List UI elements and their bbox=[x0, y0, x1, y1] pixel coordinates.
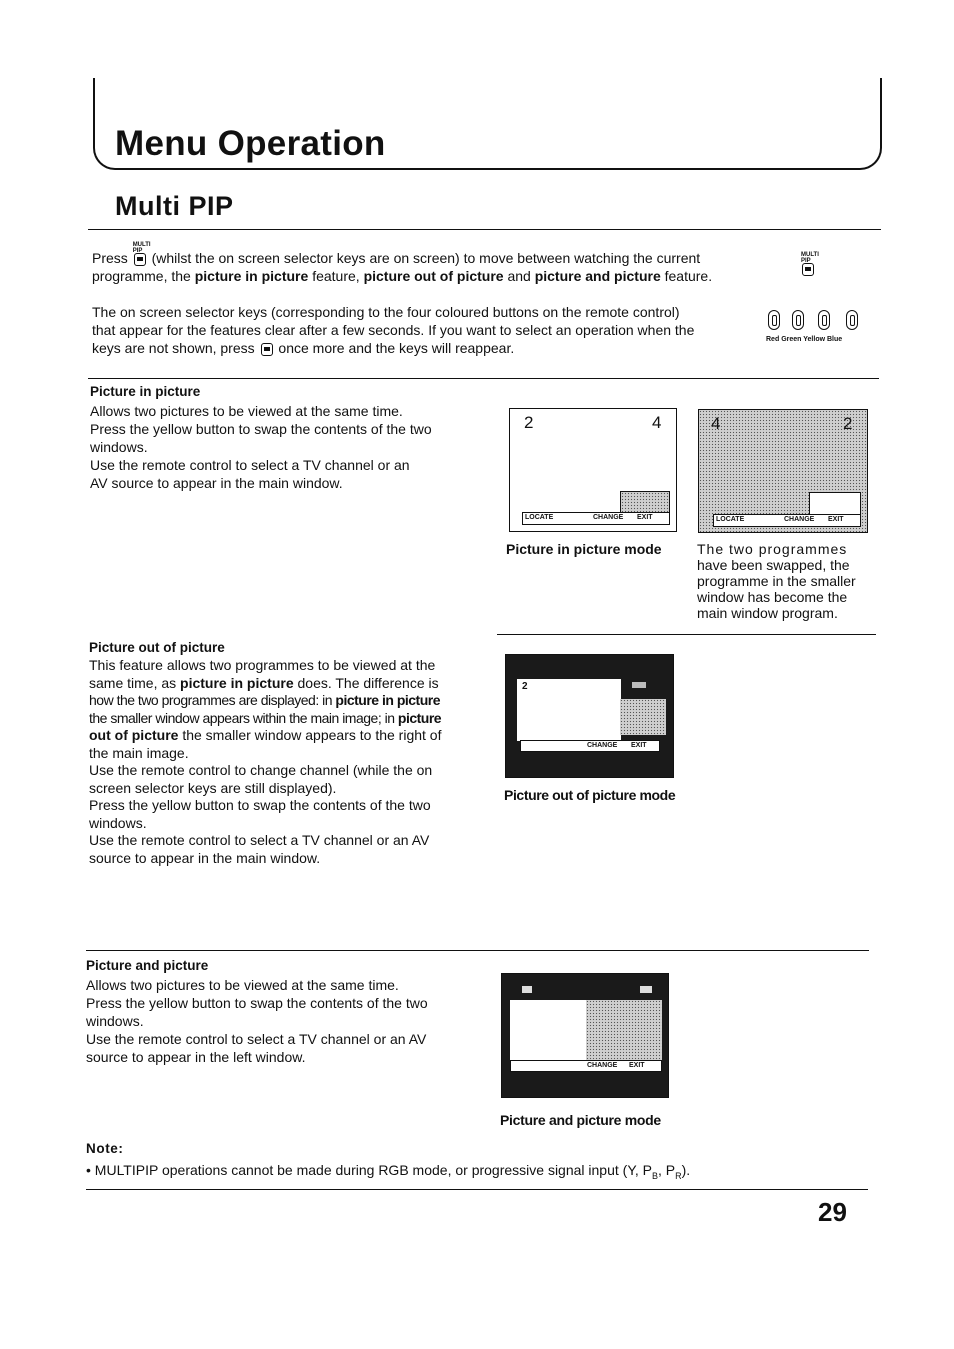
pap-heading: Picture and picture bbox=[86, 958, 209, 973]
divider bbox=[88, 378, 879, 379]
sub-channel-icon bbox=[632, 682, 646, 688]
page-title: Menu Operation bbox=[115, 124, 386, 163]
selector-bar: LOCATE CHANGE EXIT bbox=[713, 514, 861, 527]
divider bbox=[86, 1189, 868, 1190]
pop-text: This feature allows two programmes to be viewed at the same time, as picture in picture does. The difference is how the two programmes are displayed: in picture in picture the smaller window appears within the main image; in picture out of picture the smaller window appears to the right of the main image. Use the remote control to change channel (while the on screen selector keys are still displayed). Press the yellow button to swap the contents of the two windows. Use the remote control to select a TV channel or an AV source to appear in the main window. bbox=[89, 657, 442, 866]
section-title: Multi PIP bbox=[115, 191, 234, 221]
remote-color-buttons bbox=[766, 310, 866, 350]
pap-caption: Picture and picture mode bbox=[500, 1112, 661, 1128]
multi-pip-icon: MULTI PIP bbox=[132, 251, 148, 267]
color-label-blue: Blue bbox=[827, 336, 843, 343]
multi-pip-button-icon: MULTI PIP bbox=[800, 260, 816, 278]
red-button-icon bbox=[768, 310, 780, 330]
intro-paragraph-1: Press MULTI PIP (whilst the on screen selector keys are on screen) to move between watching the current programme, the picture in picture feature, picture out of picture and picture and picture feature. bbox=[92, 242, 713, 285]
selector-bar: LOCATE CHANGE EXIT bbox=[522, 512, 670, 525]
page-number: 29 bbox=[818, 1197, 847, 1227]
note-heading: Note: bbox=[86, 1141, 124, 1156]
divider bbox=[88, 229, 881, 230]
divider bbox=[86, 950, 869, 951]
selector-bar: CHANGE EXIT bbox=[520, 740, 660, 752]
divider bbox=[497, 634, 876, 635]
pip-swapped-caption: The two programmes have been swapped, the programme in the smaller window has become the main window program. bbox=[697, 541, 856, 621]
pop-heading: Picture out of picture bbox=[89, 640, 225, 655]
pop-screen bbox=[505, 654, 674, 778]
sub-channel: 4 bbox=[652, 413, 662, 432]
color-label-red: Red bbox=[766, 336, 780, 343]
sub-window bbox=[620, 699, 666, 735]
green-button-icon bbox=[792, 310, 804, 330]
color-label-green: Green bbox=[781, 336, 802, 343]
pap-screen bbox=[501, 973, 669, 1098]
pop-caption: Picture out of picture mode bbox=[504, 787, 676, 803]
left-channel-icon bbox=[522, 986, 532, 993]
intro-paragraph-2: The on screen selector keys (corresponding to the four coloured buttons on the remote control) that appear for the features clear after a few seconds. If you want to select an operation when the keys are not shown, press once more and the keys will reappear. bbox=[92, 304, 695, 356]
note-text: • MULTIPIP operations cannot be made during RGB mode, or progressive signal input (Y, $P_B$, $P_R$). bbox=[86, 1162, 691, 1181]
right-channel-icon bbox=[640, 986, 652, 993]
main-window: 2 bbox=[517, 679, 621, 741]
pip-text: Allows two pictures to be viewed at the same time. Press the yellow button to swap the contents of the two windows. Use the remote control to select a TV channel or an AV source to appear in the main window. bbox=[90, 403, 432, 491]
sub-channel: 2 bbox=[843, 414, 853, 433]
color-label-yellow: Yellow bbox=[803, 336, 826, 343]
main-channel: 4 bbox=[711, 414, 721, 433]
pip-screen bbox=[509, 408, 677, 532]
pap-text: Allows two pictures to be viewed at the same time. Press the yellow button to swap the contents of the two windows. Use the remote control to select a TV channel or an AV source to appear in the left window. bbox=[86, 977, 428, 1065]
selector-bar: CHANGE EXIT bbox=[510, 1060, 662, 1072]
blue-button-icon bbox=[846, 310, 858, 330]
pip-swapped-screen bbox=[698, 409, 868, 533]
yellow-button-icon bbox=[818, 310, 830, 330]
pip-caption: Picture in picture mode bbox=[506, 541, 662, 557]
main-channel: 2 bbox=[524, 413, 534, 432]
pip-heading: Picture in picture bbox=[90, 384, 201, 399]
multi-pip-icon bbox=[259, 341, 275, 357]
